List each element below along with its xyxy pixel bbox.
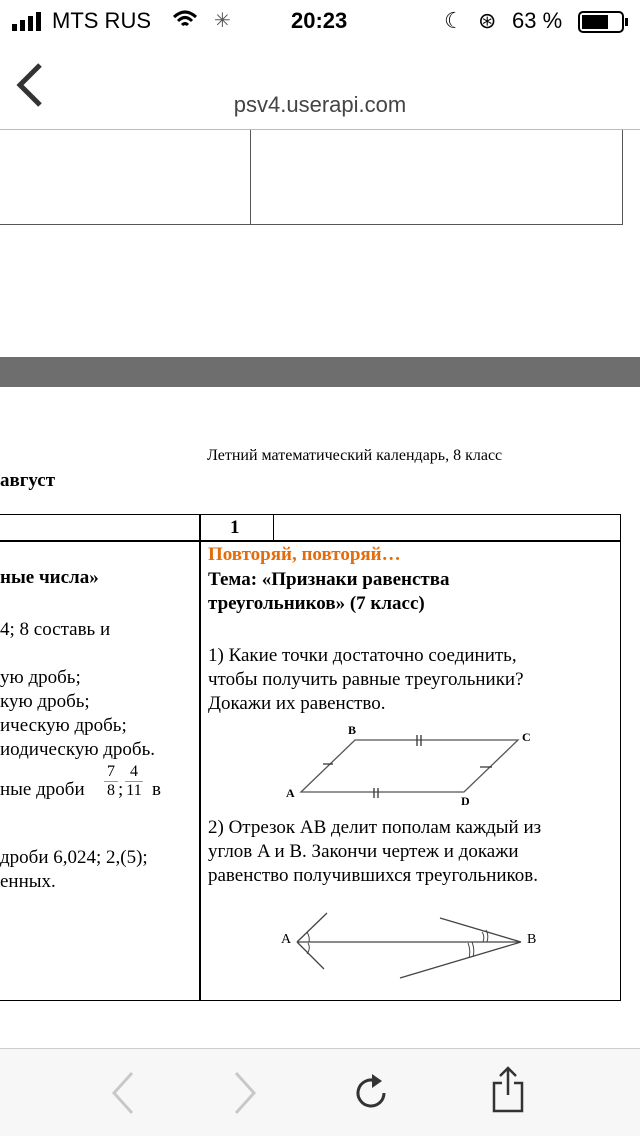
left-text: ическую дробь; (0, 715, 127, 736)
question-2: равенство получившихся треугольников. (208, 865, 539, 886)
previous-table-fragment (0, 130, 623, 225)
point-label: B (348, 723, 357, 737)
left-text: иодическую дробь. (0, 739, 156, 760)
angle-bisector-figure (270, 900, 550, 980)
left-text: дроби 6,024; 2,(5); (0, 847, 148, 868)
fraction: 4 11 (126, 763, 142, 799)
page-separator (0, 357, 640, 387)
parallelogram-figure (270, 715, 550, 815)
carrier: MTS RUS (52, 8, 151, 33)
table-row-line (0, 540, 621, 542)
table-col-line-2 (273, 514, 274, 540)
question-2: 2) Отрезок AB делит пополам каждый из (208, 817, 542, 838)
topic-line: треугольников» (7 класс) (208, 593, 425, 614)
status-bar (0, 0, 640, 42)
table-divider (250, 130, 251, 225)
signal-icon (12, 12, 48, 38)
share-button[interactable] (490, 1065, 526, 1120)
left-text: ные числа» (0, 567, 99, 588)
point-label: D (461, 794, 470, 808)
left-text: ные дроби (0, 779, 85, 800)
battery-icon (578, 11, 630, 39)
doc-header: Летний математический календарь, 8 класс (207, 447, 503, 464)
point-label: C (522, 730, 531, 744)
battery-percent: 63 % (512, 8, 563, 33)
question-2: углов A и B. Закончи чертеж и докажи (208, 841, 519, 862)
nav-bar (0, 42, 640, 130)
topic-line: Тема: «Признаки равенства (208, 569, 450, 590)
left-text: ую дробь; (0, 667, 81, 688)
back-nav-button[interactable] (110, 1071, 136, 1120)
left-text: в (152, 779, 161, 800)
left-text: енных. (0, 871, 56, 892)
question-1: Докажи их равенство. (208, 693, 386, 714)
loading-icon: ✳ (214, 10, 231, 32)
reload-button[interactable] (354, 1071, 394, 1120)
clock: 20:23 (291, 8, 348, 33)
point-label: B (527, 932, 537, 947)
point-label: A (286, 786, 295, 800)
moon-icon: ☾ (444, 8, 464, 33)
left-text: 4; 8 составь и (0, 619, 111, 640)
forward-nav-button[interactable] (232, 1071, 258, 1120)
table-col-line (199, 514, 201, 1001)
url-label[interactable]: psv4.userapi.com (233, 92, 407, 117)
day-number: 1 (230, 517, 240, 538)
month-heading: август (0, 470, 56, 491)
question-1: чтобы получить равные треугольники? (208, 669, 524, 690)
wifi-icon (172, 10, 198, 36)
question-1: 1) Какие точки достаточно соединить, (208, 645, 517, 666)
left-text: кую дробь; (0, 691, 90, 712)
bottom-toolbar (0, 1048, 640, 1136)
repeat-heading: Повторяй, повторяй… (208, 544, 401, 565)
point-label: A (281, 932, 292, 947)
fraction: 7 8 (104, 763, 118, 800)
rotation-lock-icon: ⊛ (478, 8, 497, 33)
